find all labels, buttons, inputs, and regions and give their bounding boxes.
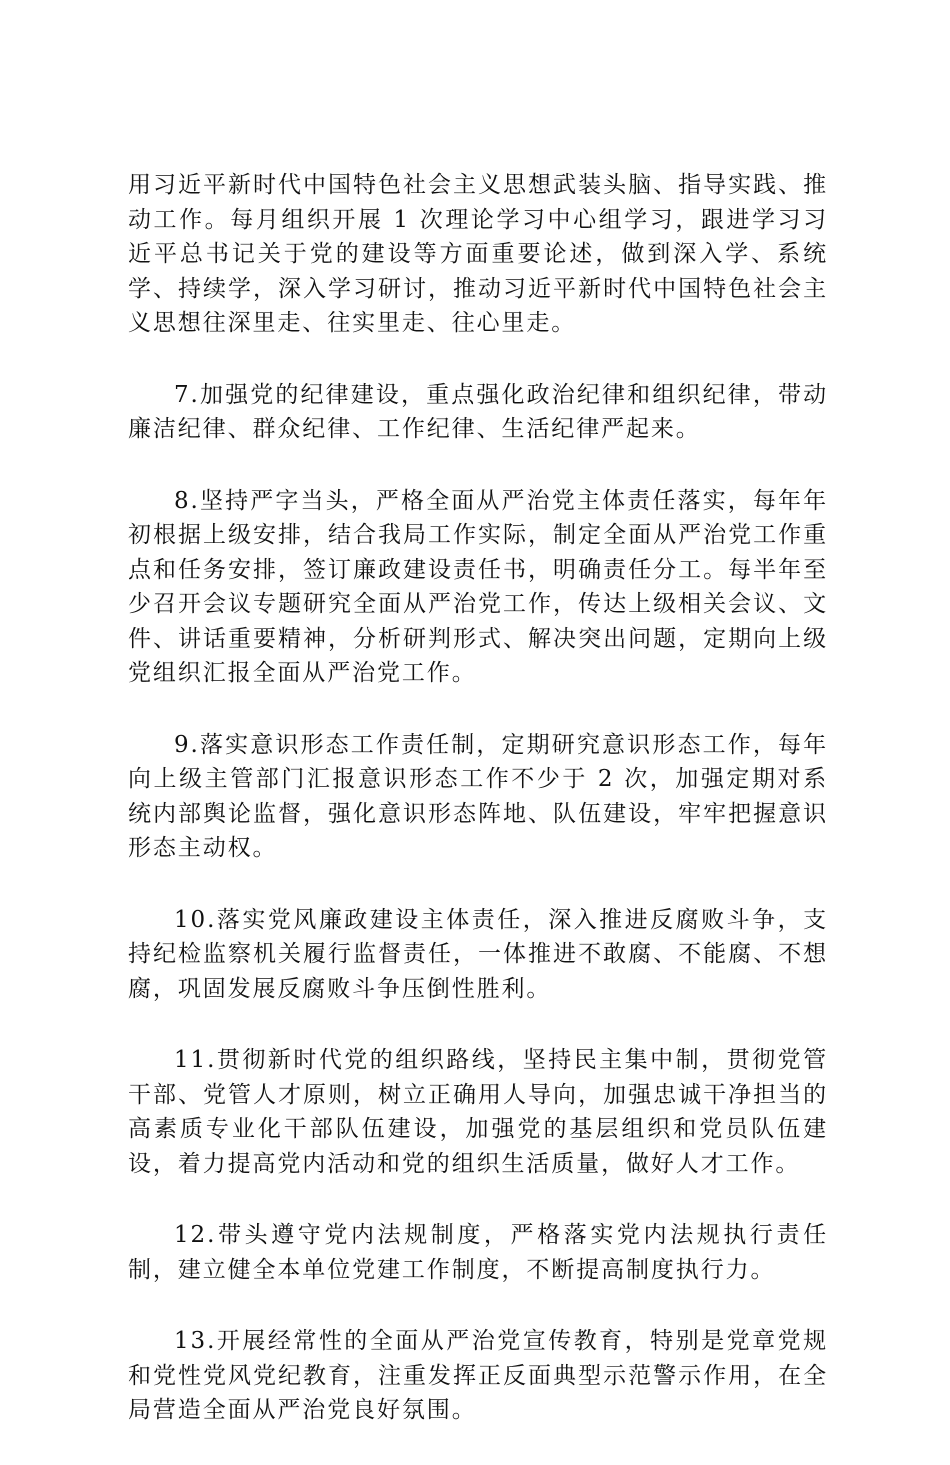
paragraph-item-13: 13.开展经常性的全面从严治党宣传教育，特别是党章党规和党性党风党纪教育，注重发挥正反面典型示范警示作用，在全局营造全面从严治党良好氛围。 xyxy=(128,1328,828,1423)
paragraph-item-12: 12.带头遵守党内法规制度，严格落实党内法规执行责任制，建立健全本单位党建工作制度，不断提高制度执行力。 xyxy=(128,1222,828,1283)
paragraph-item-7: 7.加强党的纪律建设，重点强化政治纪律和组织纪律，带动廉洁纪律、群众纪律、工作纪律、生活纪律严起来。 xyxy=(128,381,828,442)
paragraph-continuation: 用习近平新时代中国特色社会主义思想武装头脑、指导实践、推动工作。每月组织开展 1 次理论学习中心组学习，跟进学习习近平总书记关于党的建设等方面重要论述，做到深入学、系统学、持续学，深入学习研讨，推动习近平新时代中国特色社会主义思想往深里走、往实里走、往心里走。 xyxy=(128,172,828,336)
paragraph-item-10: 10.落实党风廉政建设主体责任，深入推进反腐败斗争，支持纪检监察机关履行监督责任，一体推进不敢腐、不能腐、不想腐，巩固发展反腐败斗争压倒性胜利。 xyxy=(128,906,828,1002)
paragraph-item-11: 11.贯彻新时代党的组织路线，坚持民主集中制，贯彻党管干部、党管人才原则，树立正确用人导向，加强忠诚干净担当的高素质专业化干部队伍建设，加强党的基层组织和党员队伍建设，着力提高党内活动和党的组织生活质量，做好人才工作。 xyxy=(128,1047,828,1177)
paragraph-item-8: 8.坚持严字当头，严格全面从严治党主体责任落实，每年年初根据上级安排，结合我局工作实际，制定全面从严治党工作重点和任务安排，签订廉政建设责任书，明确责任分工。每半年至少召开会议专题研究全面从严治党工作，传达上级相关会议、文件、讲话重要精神，分析研判形式、解决突出问题，定期向上级党组织汇报全面从严治党工作。 xyxy=(128,487,828,686)
document-body xyxy=(128,168,828,1465)
paragraph-item-9: 9.落实意识形态工作责任制，定期研究意识形态工作，每年向上级主管部门汇报意识形态工作不少于 2 次，加强定期对系统内部舆论监督，强化意识形态阵地、队伍建设，牢牢把握意识形态主动权。 xyxy=(128,731,828,861)
